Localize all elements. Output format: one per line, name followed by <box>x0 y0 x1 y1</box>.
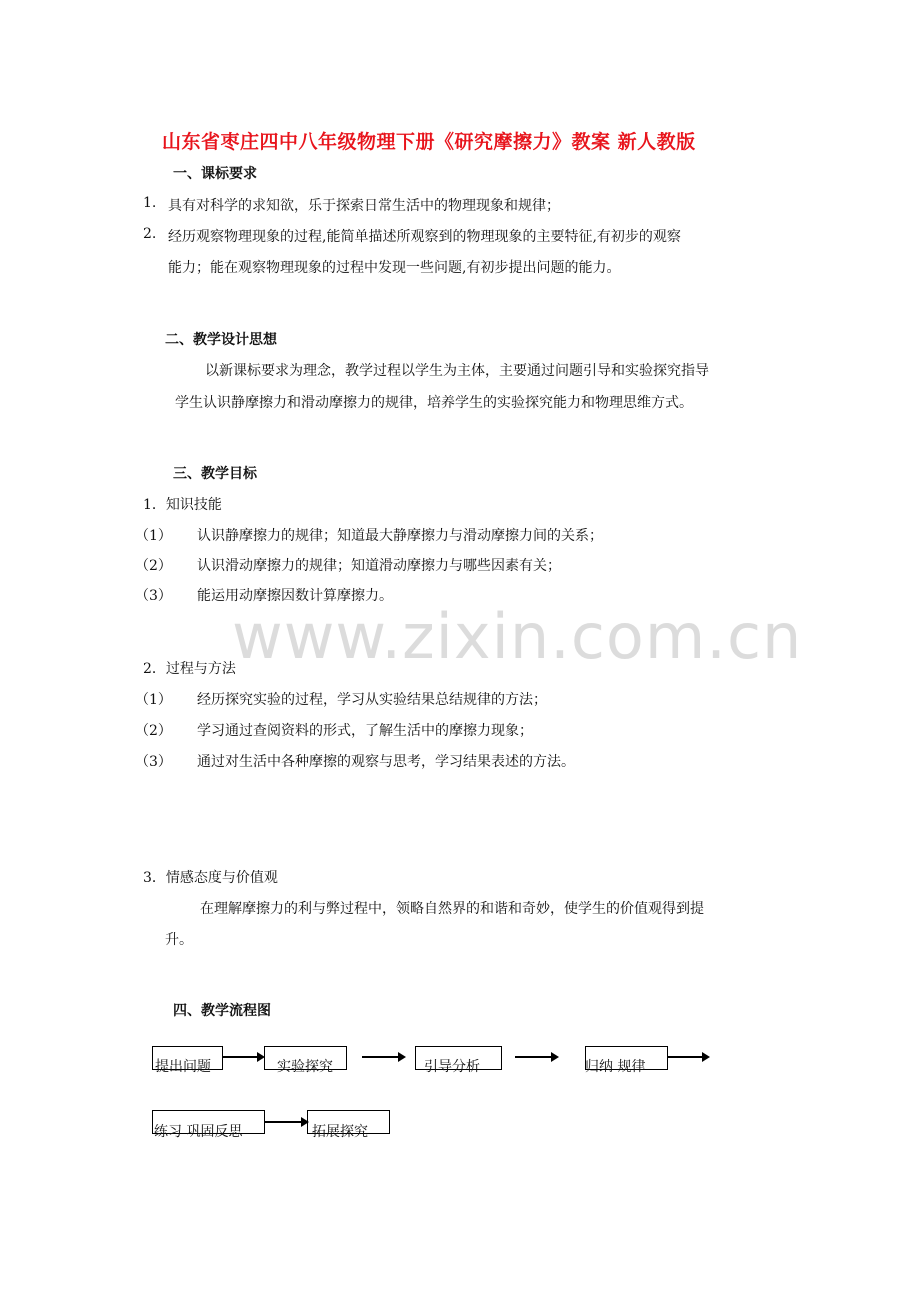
flow-arrow <box>362 1056 404 1058</box>
flow-arrow <box>668 1056 708 1058</box>
watermark: www.zixin.com.cn <box>232 600 803 673</box>
item-text: 能运用动摩擦因数计算摩擦力。 <box>197 588 393 604</box>
section-2-heading: 二、教学设计思想 <box>165 332 277 348</box>
flow-label: 提出问题 <box>155 1059 211 1075</box>
flow-label: 拓展探究 <box>312 1124 368 1140</box>
paragraph-line: 学生认识静摩擦力和滑动摩擦力的规律，培养学生的实验探究能力和物理思维方式。 <box>175 395 693 411</box>
flow-label: 引导分析 <box>424 1059 480 1075</box>
item-number: 1. <box>143 195 157 211</box>
item-text: 学习通过查阅资料的形式，了解生活中的摩擦力现象； <box>197 723 533 739</box>
item-text: 经历观察物理现象的过程,能简单描述所观察到的物理现象的主要特征,有初步的观察 <box>168 229 681 245</box>
item-text: 具有对科学的求知欲，乐于探索日常生活中的物理现象和规律； <box>168 198 560 214</box>
item-number: （1） <box>135 692 172 708</box>
section-4-heading: 四、教学流程图 <box>173 1003 271 1019</box>
flow-label: 归纳 规律 <box>585 1059 646 1075</box>
item-number: （3） <box>135 754 172 770</box>
item-text: 认识滑动摩擦力的规律；知道滑动摩擦力与哪些因素有关； <box>197 558 561 574</box>
flow-label: 实验探究 <box>277 1059 333 1075</box>
document-title: 山东省枣庄四中八年级物理下册《研究摩擦力》教案 新人教版 <box>162 131 696 153</box>
item-number: 2. <box>143 226 157 242</box>
flow-arrow <box>223 1056 263 1058</box>
subsection-label: 2．过程与方法 <box>143 661 236 677</box>
subsection-label: 1．知识技能 <box>143 497 222 513</box>
section-1-heading: 一、课标要求 <box>173 166 257 182</box>
item-text: 认识静摩擦力的规律；知道最大静摩擦力与滑动摩擦力间的关系； <box>197 528 603 544</box>
flow-label: 练习 巩固反思 <box>154 1124 243 1140</box>
subsection-label: 3．情感态度与价值观 <box>143 870 278 886</box>
paragraph-line: 以新课标要求为理念，教学过程以学生为主体，主要通过问题引导和实验探究指导 <box>205 363 709 379</box>
item-text: 通过对生活中各种摩擦的观察与思考，学习结果表述的方法。 <box>197 754 575 770</box>
item-number: （2） <box>135 723 172 739</box>
flow-arrow <box>515 1056 557 1058</box>
flow-arrow <box>265 1121 307 1123</box>
item-text-continued: 能力；能在观察物理现象的过程中发现一些问题,有初步提出问题的能力。 <box>168 260 621 276</box>
item-number: （2） <box>135 558 172 574</box>
section-3-heading: 三、教学目标 <box>173 466 257 482</box>
item-text: 经历探究实验的过程，学习从实验结果总结规律的方法； <box>197 692 547 708</box>
paragraph-line: 在理解摩擦力的利与弊过程中，领略自然界的和谐和奇妙，使学生的价值观得到提 <box>200 901 704 917</box>
paragraph-line: 升。 <box>165 932 193 948</box>
item-number: （1） <box>135 528 172 544</box>
item-number: （3） <box>135 588 172 604</box>
